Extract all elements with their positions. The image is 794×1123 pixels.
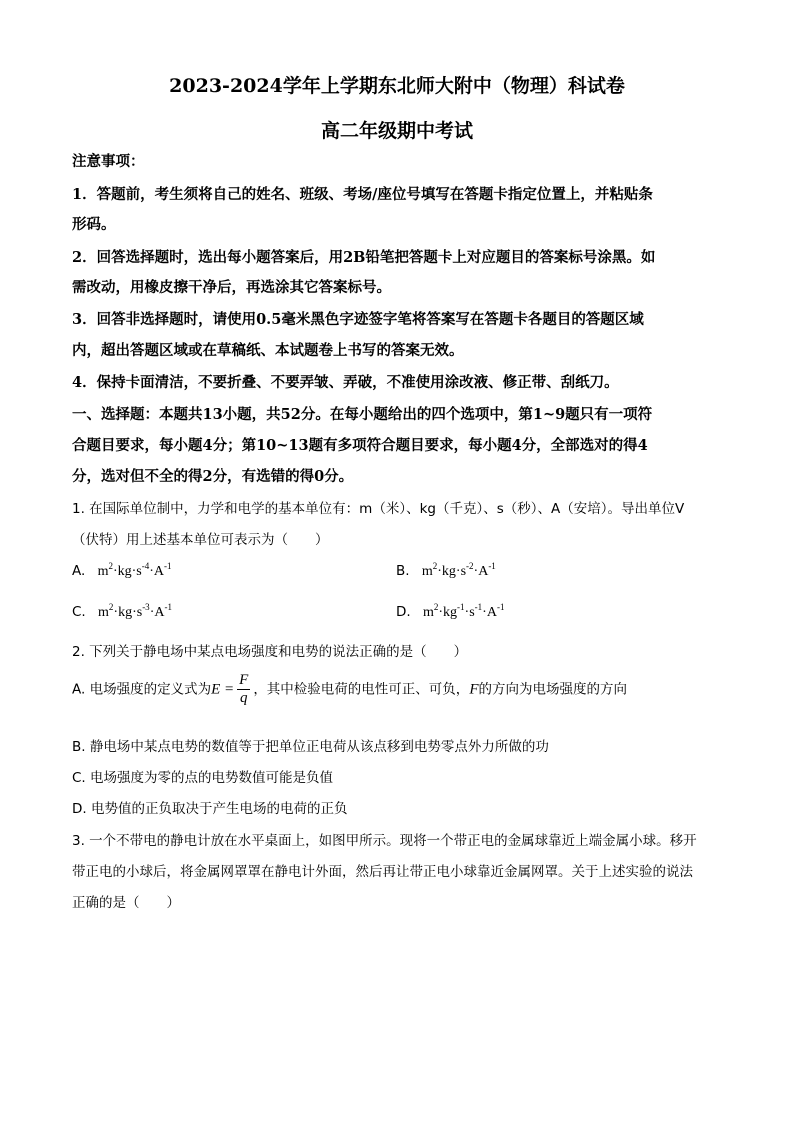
note-line: 3．回答非选择题时，请使用0.5毫米黑色字迹签字笔将答案写在答题卡各题目的答题区域: [72, 311, 644, 328]
q2-option-a: A. 电场强度的定义式为E = $\frac{F}{q}$ ，其中检验电荷的电性可正、可负，F的方向为电场强度的方向: [72, 672, 627, 706]
section-line: 合题目要求，每小题4分；第10~13题有多项符合题目要求，每小题4分，全部选对的得4: [72, 437, 648, 454]
note-line: 内，超出答题区域或在草稿纸、本试题卷上书写的答案无效。: [72, 342, 464, 359]
q1-option-a: A. $m^2\cdot kg\cdot s^{-4}\cdot A^{-1}$: [72, 561, 172, 579]
q3-stem-line: 带正电的小球后，将金属网罩罩在静电计外面，然后再让带正电小球靠近金属网罩。关于上述实验的说法: [72, 864, 693, 880]
q1-option-b: B. $m^2\cdot kg\cdot s^{-2}\cdot A^{-1}$: [396, 561, 496, 579]
section-line: 一、选择题：本题共13小题，共52分。在每小题给出的四个选项中，第1~9题只有一项符: [72, 406, 653, 423]
q2-stem: 2. 下列关于静电场中某点电场强度和电势的说法正确的是（ ）: [72, 644, 468, 660]
exam-title: 2023-2024学年上学期东北师大附中（物理）科试卷: [169, 75, 625, 97]
q1-option-d: D. $m^2\cdot kg^{-1}\cdot s^{-1}\cdot A^{-1}$: [396, 602, 505, 620]
fraction-f-over-q: $\frac{F}{q}$: [239, 672, 249, 706]
q2-option-b: B. 静电场中某点电势的数值等于把单位正电荷从该点移到电势零点外力所做的功: [72, 739, 549, 755]
note-line: 1．答题前，考生须将自己的姓名、班级、考场/座位号填写在答题卡指定位置上，并粘贴条: [72, 186, 653, 203]
q3-stem-line: 正确的是（ ）: [72, 895, 180, 911]
note-line: 2．回答选择题时，选出每小题答案后，用2B铅笔把答题卡上对应题目的答案标号涂黑。如: [72, 249, 656, 266]
note-line: 4．保持卡面清洁，不要折叠、不要弄皱、弄破，不准使用涂改液、修正带、刮纸刀。: [72, 374, 619, 391]
exam-subtitle: 高二年级期中考试: [320, 120, 473, 142]
note-line: 需改动，用橡皮擦干净后，再选涂其它答案标号。: [72, 279, 391, 296]
q3-stem-line: 3. 一个不带电的静电计放在水平桌面上，如图甲所示。现将一个带正电的金属球靠近上端金属小球。移开: [72, 833, 697, 849]
q2-option-c: C. 电场强度为零的点的电势数值可能是负值: [72, 770, 334, 786]
q2-option-d: D. 电势值的正负取决于产生电场的电荷的正负: [72, 801, 348, 817]
notes-heading: 注意事项：: [72, 153, 145, 170]
q1-stem-line: （伏特）用上述基本单位可表示为（ ）: [72, 532, 329, 548]
q1-stem-line: 1. 在国际单位制中，力学和电学的基本单位有：m（米）、kg（千克）、s（秒）、A（安培）。导出单位V: [72, 501, 685, 517]
q1-option-c: C. $m^2\cdot kg\cdot s^{-3}\cdot A^{-1}$: [72, 602, 172, 620]
note-line: 形码。: [72, 216, 116, 233]
section-line: 分，选对但不全的得2分，有选错的得0分。: [72, 468, 354, 485]
